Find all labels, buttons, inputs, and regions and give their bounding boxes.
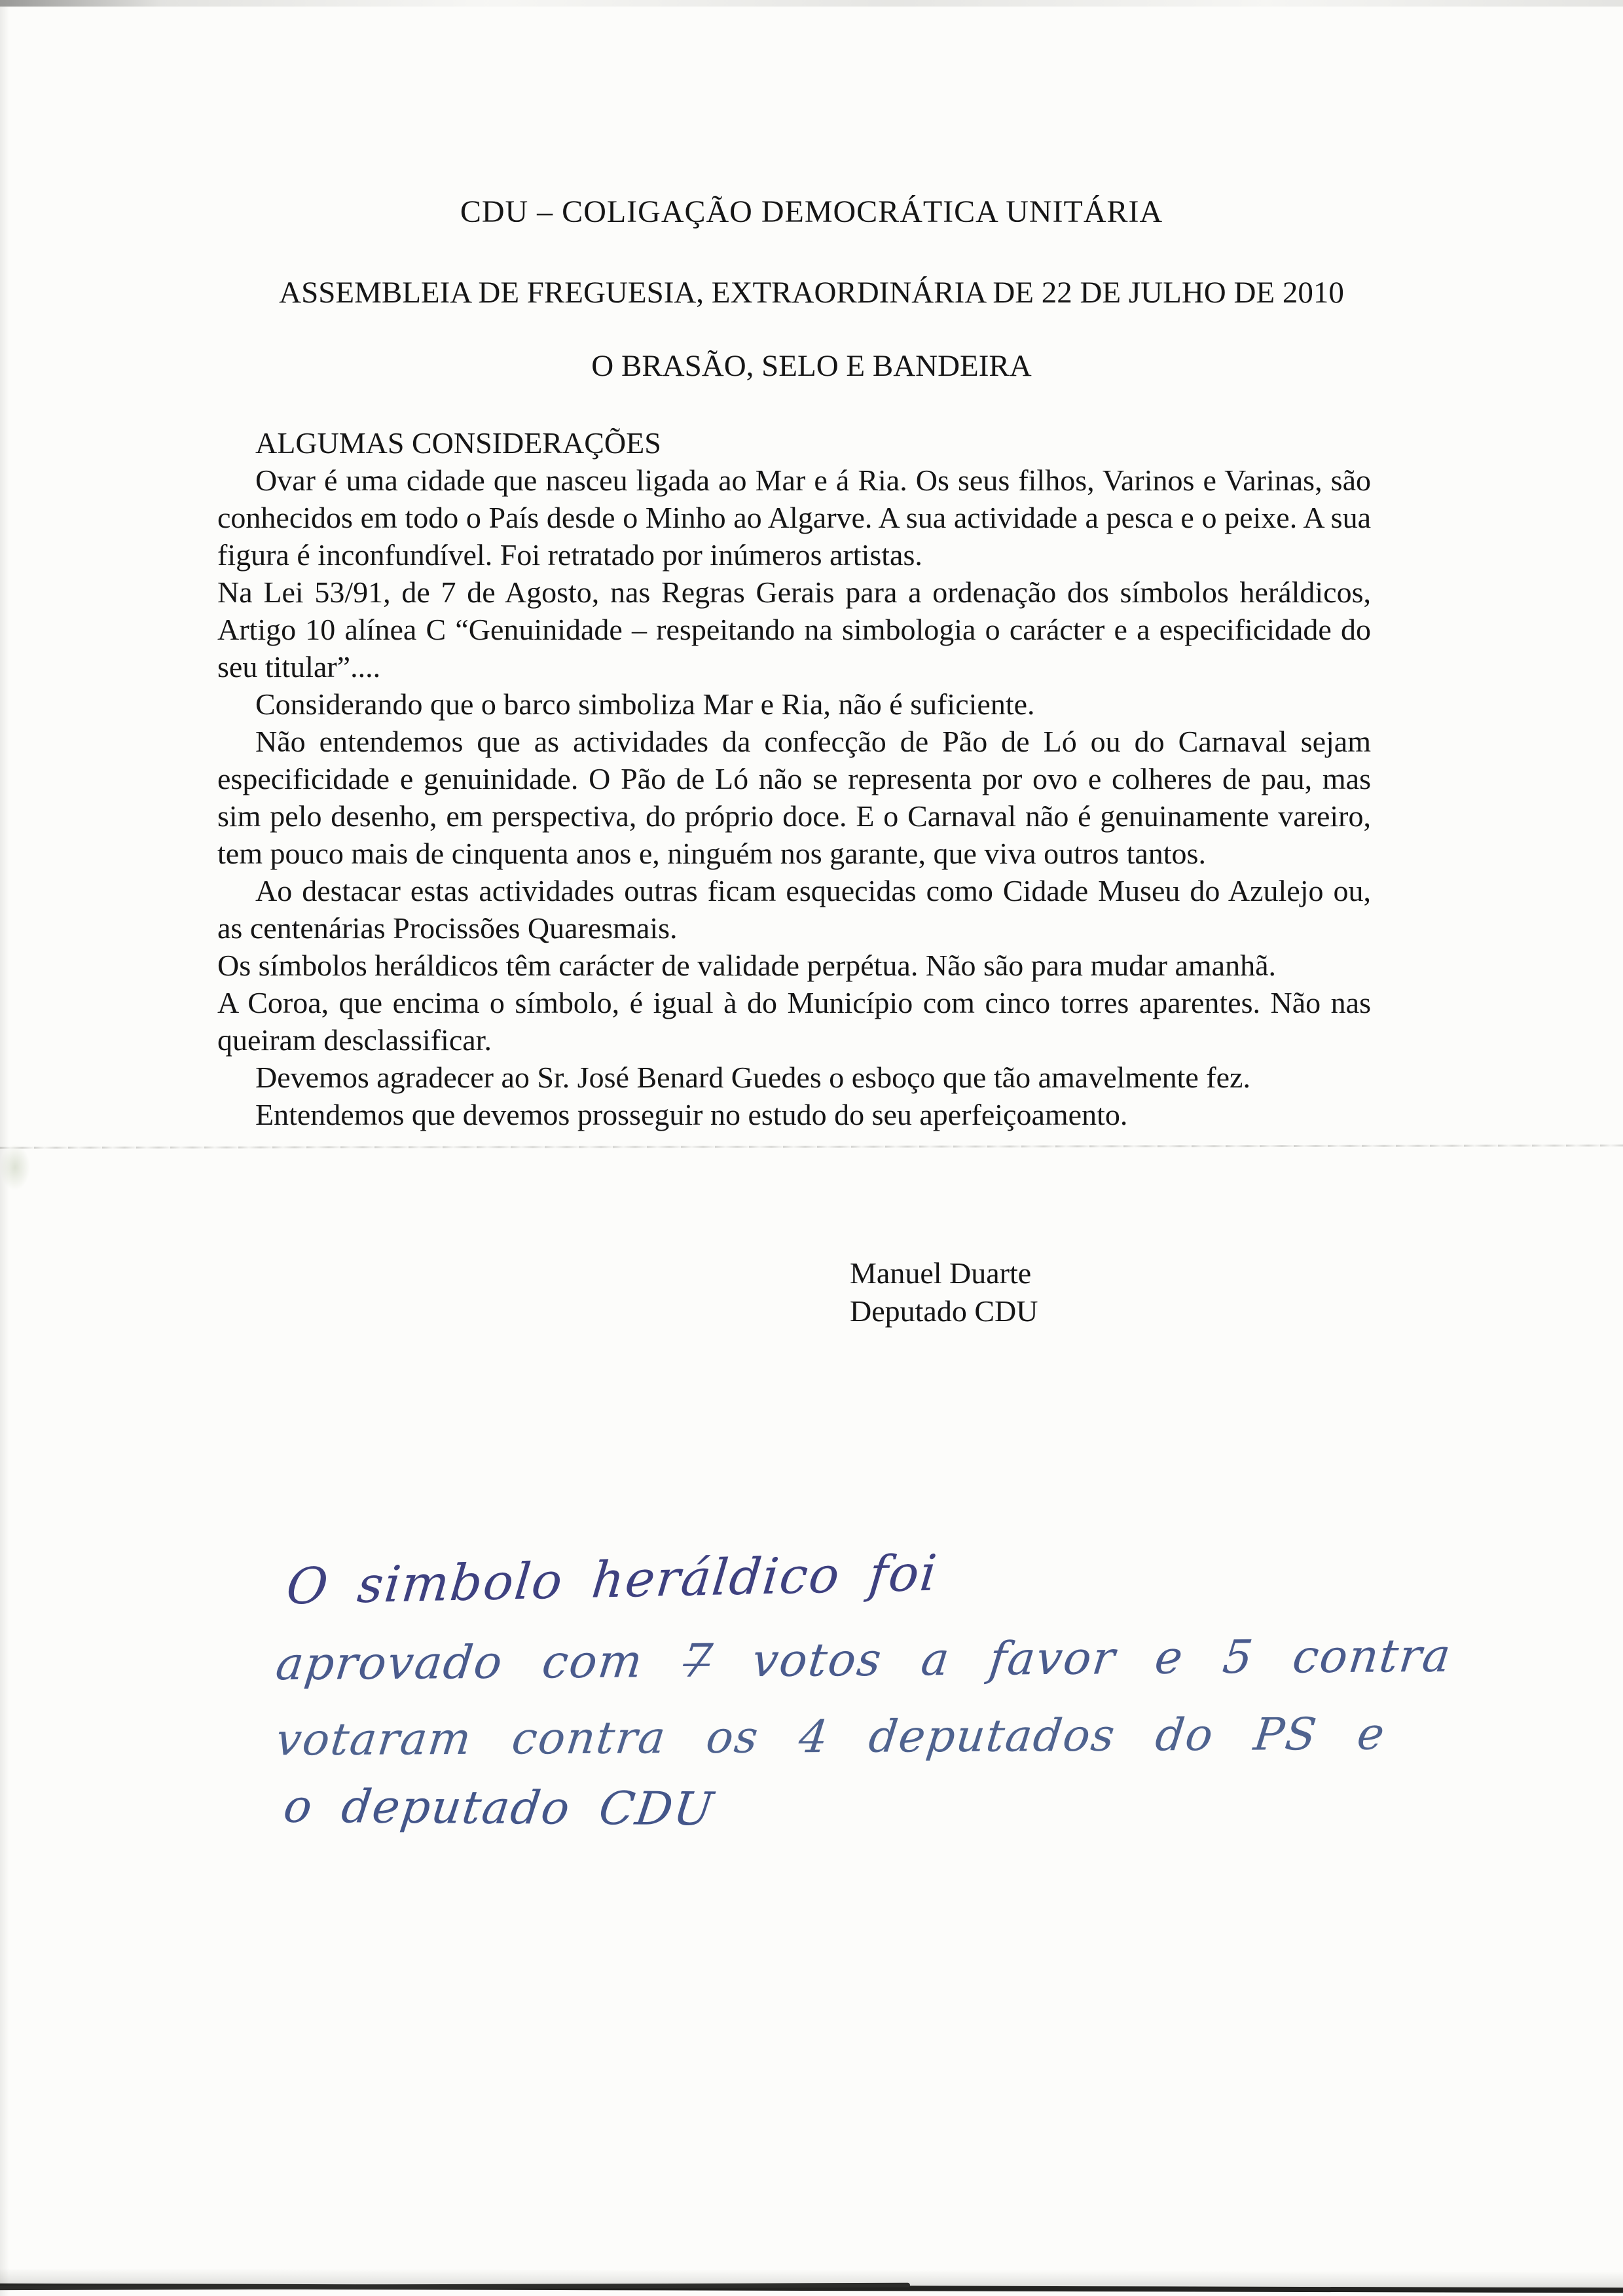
signature-role: Deputado CDU xyxy=(850,1294,1038,1328)
document-title: CDU – COLIGAÇÃO DEMOCRÁTICA UNITÁRIA xyxy=(460,194,1163,229)
paragraph: Considerando que o barco simboliza Mar e Ria, não é suficiente. xyxy=(255,687,1035,721)
paragraph: Os símbolos heráldicos têm carácter de validade perpétua. Não são para mudar amanhã. xyxy=(217,949,1277,982)
fold-crease-smudge xyxy=(0,1144,30,1190)
paragraph: Devemos agradecer ao Sr. José Benard Guedes o esboço que tão amavelmente fez. xyxy=(255,1061,1250,1094)
paragraph: Não entendemos que as actividades da confecção de Pão de Ló ou do Carnaval sejam especificidade e genuinidade. O Pão de Ló não se representa por ovo e colheres de pau, mas sim pelo desenho, em perspectiva, do próprio doce. E o Carnaval não é genuinamente vareiro, tem pouco mais de cinquenta anos e, ninguém nos garante, que viva outros tantos. xyxy=(217,725,1371,870)
handwritten-note-line: votaram contra os 4 deputados do PS e xyxy=(273,1708,1389,1766)
handwritten-note-line: o deputado CDU xyxy=(280,1779,718,1836)
fold-crease-line xyxy=(0,1144,1623,1148)
document-body xyxy=(217,424,1371,1133)
signature-name: Manuel Duarte xyxy=(850,1256,1032,1290)
paragraph: Ovar é uma cidade que nasceu ligada ao Mar e á Ria. Os seus filhos, Varinos e Varinas, são conhecidos em todo o País desde o Minho ao Algarve. A sua actividade a pesca e o peixe. A sua figura é inconfundível. Foi retratado por inúmeros artistas. xyxy=(217,464,1371,572)
handwritten-note-line: aprovado com 7̶ votos a favor e 5 contra xyxy=(273,1628,1455,1691)
section-heading: ALGUMAS CONSIDERAÇÕES xyxy=(255,426,661,460)
paragraph: Na Lei 53/91, de 7 de Agosto, nas Regras Gerais para a ordenação dos símbolos heráldicos, Artigo 10 alínea C “Genuinidade – respeitando na simbologia o carácter e a especificidade do seu titular”.... xyxy=(217,575,1371,683)
document-subtitle: ASSEMBLEIA DE FREGUESIA, EXTRAORDINÁRIA DE 22 DE JULHO DE 2010 xyxy=(279,276,1344,310)
document-subject-line: O BRASÃO, SELO E BANDEIRA xyxy=(591,349,1032,383)
paragraph: A Coroa, que encima o símbolo, é igual à do Município com cinco torres aparentes. Não nas queiram desclassificar. xyxy=(217,986,1371,1057)
signature-block xyxy=(850,1254,1038,1330)
handwritten-note-line: O simbolo heráldico foi xyxy=(283,1543,941,1616)
paragraph: Ao destacar estas actividades outras ficam esquecidas como Cidade Museu do Azulejo ou, as centenárias Procissões Quaresmais. xyxy=(217,874,1371,945)
scan-top-edge-artifact xyxy=(0,0,1623,7)
paragraph: Entendemos que devemos prosseguir no estudo do seu aperfeiçoamento. xyxy=(255,1098,1128,1131)
